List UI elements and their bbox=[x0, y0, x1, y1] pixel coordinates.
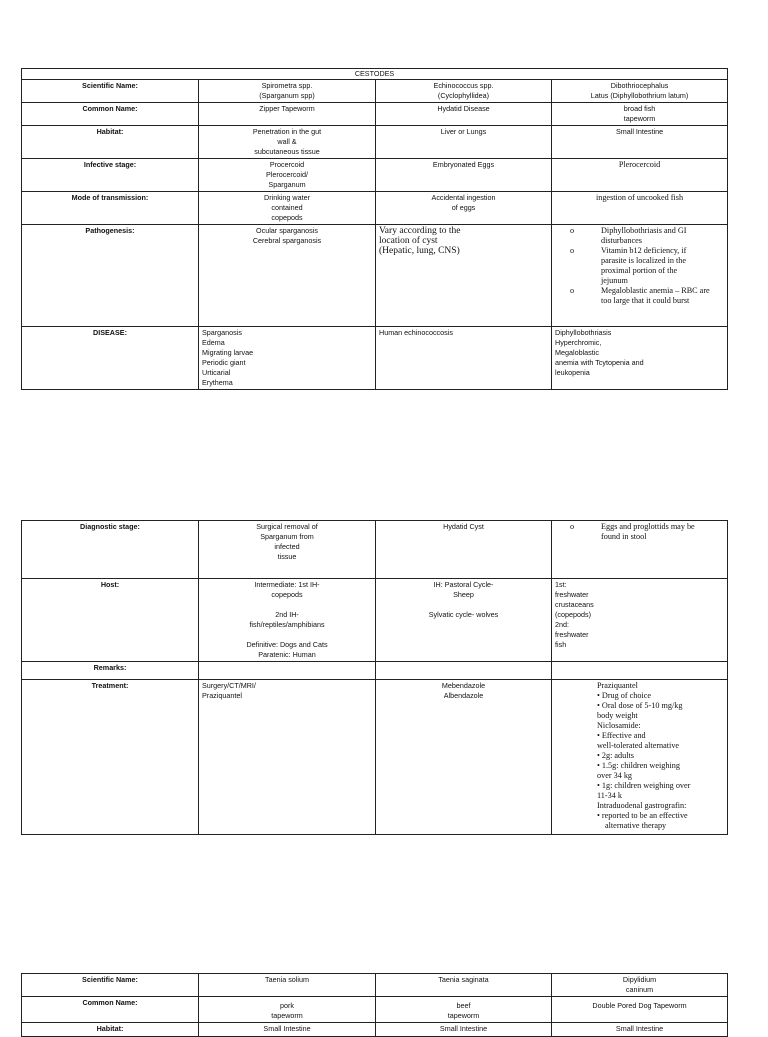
taenia-comparison-table bbox=[21, 973, 728, 1037]
list-item: o Eggs and proglottids may be found in stool bbox=[570, 522, 695, 541]
row-label-disease: DISEASE: bbox=[22, 327, 199, 390]
cell-text: Zipper Tapeworm bbox=[199, 103, 376, 126]
empty-cell bbox=[199, 662, 376, 680]
cell-text: Taenia solium bbox=[199, 974, 376, 997]
cell-text: ingestion of uncooked fish bbox=[552, 192, 728, 225]
cell-text: Dipylidium caninum bbox=[552, 974, 728, 997]
list-item: o Vitamin b12 deficiency, if parasite is localized in the proximal portion of the jejunum bbox=[570, 246, 687, 285]
cell-text: Penetration in the gut wall & subcutaneous tissue bbox=[199, 126, 376, 159]
row-label-remarks: Remarks: bbox=[22, 662, 199, 680]
cell-text: IH: Pastoral Cycle- Sheep Sylvatic cycle- wolves bbox=[376, 579, 552, 662]
cell-text: Small Intestine bbox=[552, 126, 728, 159]
cell-treatment-list: Praziquantel • Drug of choice • Oral dose of 5-10 mg/kg body weight Niclosamide: • Effective and well-tolerated alternative • 2g: adults • 1.5g: children weighing over 34 kg • 1g: children weighing over 11-34 k Intraduodenal gastrografin: • reported to be an effective alternative therapy bbox=[552, 680, 728, 835]
cell-text: Surgical removal of Sparganum from infected tissue bbox=[199, 521, 376, 579]
cestodes-table bbox=[21, 68, 728, 390]
cell-text: Intermediate: 1st IH- copepods 2nd IH- fish/reptiles/amphibians Definitive: Dogs and Cats Paratenic: Human bbox=[199, 579, 376, 662]
row-label-diagnostic-stage: Diagnostic stage: bbox=[22, 521, 199, 579]
row-label-habitat: Habitat: bbox=[22, 126, 199, 159]
cell-text: Hydatid Cyst bbox=[376, 521, 552, 579]
empty-cell bbox=[376, 662, 552, 680]
empty-cell bbox=[552, 662, 728, 680]
cell-text: Small Intestine bbox=[199, 1023, 376, 1037]
cell-text: Taenia saginata bbox=[376, 974, 552, 997]
cell-text: Sparganosis Edema Migrating larvae Periodic giant Urticarial Erythema bbox=[199, 327, 376, 390]
cell-text: broad fish tapeworm bbox=[552, 103, 728, 126]
cell-text: Drinking water contained copepods bbox=[199, 192, 376, 225]
row-label-scientific-name: Scientific Name: bbox=[22, 974, 199, 997]
cell-text: Accidental ingestion of eggs bbox=[376, 192, 552, 225]
cell-text: Spirometra spp. (Sparganum spp) bbox=[199, 80, 376, 103]
cell-text: Plerocercoid bbox=[552, 159, 728, 192]
row-label-scientific-name: Scientific Name: bbox=[22, 80, 199, 103]
cell-bullet-list bbox=[552, 225, 728, 327]
row-label-mode-of-transmission: Mode of transmission: bbox=[22, 192, 199, 225]
cell-bullet-list bbox=[552, 521, 728, 579]
cell-text: Embryonated Eggs bbox=[376, 159, 552, 192]
cestodes-table-continued bbox=[21, 520, 728, 835]
cell-text: Echinococcus spp. (Cyclophyllidea) bbox=[376, 80, 552, 103]
cell-text: Procercoid Plerocercoid/ Sparganum bbox=[199, 159, 376, 192]
row-label-common-name: Common Name: bbox=[22, 997, 199, 1023]
cell-text: Human echinococcosis bbox=[376, 327, 552, 390]
row-label-habitat: Habitat: bbox=[22, 1023, 199, 1037]
cell-text: Mebendazole Albendazole bbox=[376, 680, 552, 835]
cell-text: Hydatid Disease bbox=[376, 103, 552, 126]
cell-text: Dibothriocephalus Latus (Diphyllobothrium latum) bbox=[552, 80, 728, 103]
row-label-common-name: Common Name: bbox=[22, 103, 199, 126]
cell-text: 1st: freshwater crustaceans (copepods) 2nd: freshwater fish bbox=[552, 579, 728, 662]
cell-text: Ocular sparganosis Cerebral sparganosis bbox=[199, 225, 376, 327]
row-label-host: Host: bbox=[22, 579, 199, 662]
cell-text: Double Pored Dog Tapeworm bbox=[552, 997, 728, 1023]
cell-text: Small Intestine bbox=[552, 1023, 728, 1037]
cell-text: Surgery/CT/MRI/ Praziquantel bbox=[199, 680, 376, 835]
cell-text: pork tapeworm bbox=[199, 997, 376, 1023]
cell-text: Liver or Lungs bbox=[376, 126, 552, 159]
cell-text: Small Intestine bbox=[376, 1023, 552, 1037]
cell-text: Diphyllobothriasis Hyperchromic, Megaloblastic anemia with Tcytopenia and leukopenia bbox=[552, 327, 728, 390]
list-item: o Diphyllobothriasis and GI disturbances bbox=[570, 226, 687, 245]
list-item: o Megaloblastic anemia – RBC are too large that it could burst bbox=[570, 286, 710, 305]
row-label-pathogenesis: Pathogenesis: bbox=[22, 225, 199, 327]
row-label-infective-stage: Infective stage: bbox=[22, 159, 199, 192]
row-label-treatment: Treatment: bbox=[22, 680, 199, 835]
table-title: CESTODES bbox=[22, 69, 728, 80]
cell-text: beef tapeworm bbox=[376, 997, 552, 1023]
cell-text: Vary according to the location of cyst (Hepatic, lung, CNS) bbox=[376, 225, 552, 327]
